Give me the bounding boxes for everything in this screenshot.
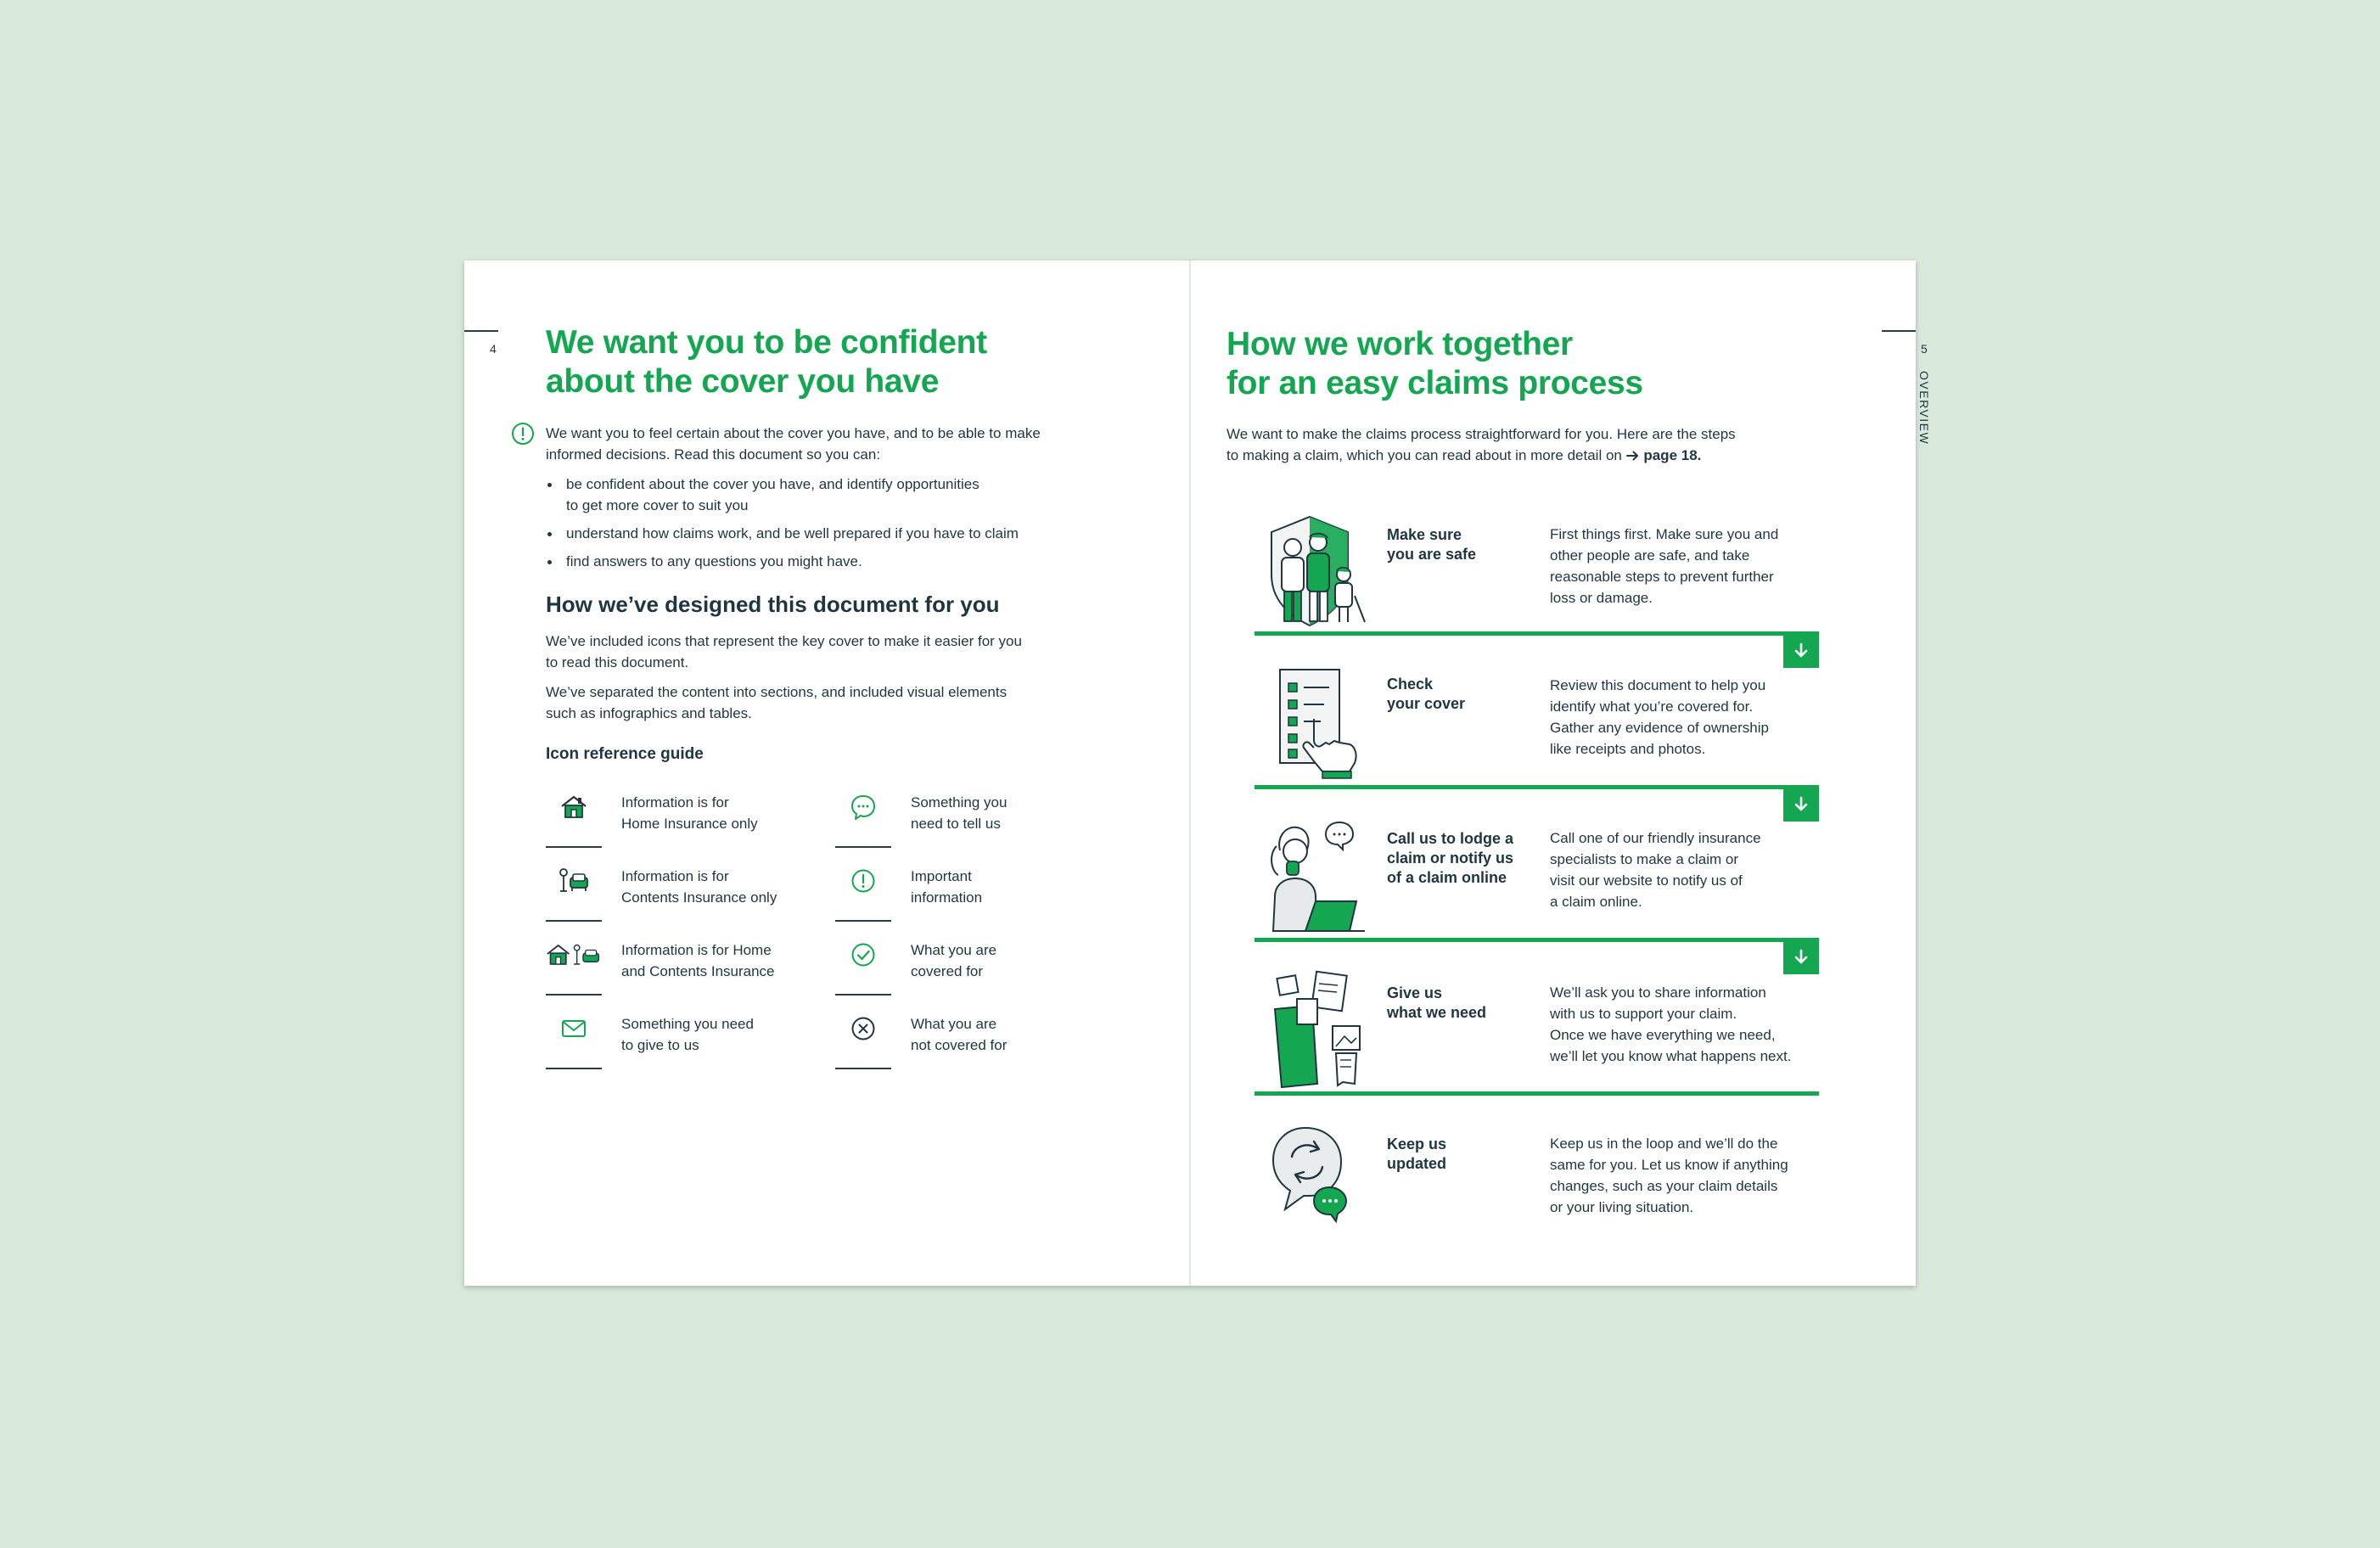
cross-circle-icon [835,1012,891,1046]
document-spread [464,261,1931,1286]
checklist-illustration [1255,659,1382,787]
guide-divider [546,994,602,996]
documents-illustration [1255,965,1382,1092]
house-icon [546,790,602,824]
phone-call-illustration [1255,812,1382,939]
house-and-contents-icon [546,938,602,972]
refresh-chat-illustration [1255,1118,1382,1245]
left-page [464,261,1189,1286]
guide-divider [835,1068,891,1069]
page-number-rule [464,330,498,332]
design-heading: How we’ve designed this document for you [546,592,1000,617]
icon-guide-heading: Icon reference guide [546,745,704,763]
intro-bullet-list [546,474,1089,579]
family-shield-illustration [1255,507,1382,634]
step-divider [1255,631,1819,636]
claim-step-1: Make sure you are safe First things first. Make sure you and other people are safe, and take reasonable steps to prevent further loss or damage. [1255,507,1819,642]
contents-icon [546,864,602,898]
page-title: How we work together for an easy claims process [1226,326,1643,401]
claim-step-2: Check your cover Review this document to help you identify what you’re covered for. Gather any evidence of ownership like receipts and photos. [1255,659,1819,795]
guide-divider [835,920,891,922]
check-circle-icon [835,938,891,972]
claim-step-4: Give us what we need We’ll ask you to share information with us to support your claim. Once we have everything we need, we’ll let you know what happens next. [1255,965,1819,1101]
section-side-label: OVERVIEW [1917,371,1931,446]
envelope-icon [546,1012,602,1046]
step-divider [1255,1091,1819,1096]
step-divider [1255,785,1819,789]
list-item: find answers to any questions you might have. [546,551,1089,572]
page-reference-link[interactable]: page 18. [1643,447,1702,463]
guide-divider [835,994,891,996]
guide-divider [835,846,891,848]
guide-item-important: Important information [835,859,1107,932]
intro-paragraph: We want to make the claims process straightforward for you. Here are the steps to making a claim, which you can read about in more detail on page 18. [1226,426,1736,463]
page-number: 5 [1921,342,1928,356]
speech-bubble-icon [835,790,891,824]
claim-step-3: Call us to lodge a claim or notify us of a claim online Call one of our friendly insurance specialists to make a claim or visit our website to notify us of a claim online. [1255,812,1819,948]
page-number-rule [1882,330,1916,332]
design-paragraph-1: We’ve included icons that represent the key cover to make it easier for you to read this document. [546,633,1022,670]
guide-item-home: Information is for Home Insurance only [546,785,817,858]
page-title: We want you to be confident about the cover you have [546,324,987,400]
right-page [1191,261,1931,1286]
guide-item-home-and-contents: Information is for Home and Contents Insurance [546,933,817,1006]
guide-item-give-to-us: Something you need to give to us [546,1007,817,1080]
guide-divider [546,846,602,848]
guide-item-not-covered: What you are not covered for [835,1007,1107,1080]
page-number: 4 [490,342,497,356]
guide-item-contents: Information is for Contents Insurance only [546,859,817,932]
guide-divider [546,920,602,922]
arrow-right-icon [1626,447,1644,463]
design-paragraph-2: We’ve separated the content into sections, and included visual elements such as infographics and tables. [546,684,1008,721]
claim-step-5: Keep us updated Keep us in the loop and we’ll do the same for you. Let us know if anything changes, such as your claim details or your living situation. [1255,1118,1819,1254]
important-info-icon [511,422,535,446]
guide-item-tell-us: Something you need to tell us [835,785,1107,858]
list-item: understand how claims work, and be well prepared if you have to claim [546,523,1089,544]
guide-item-covered: What you are covered for [835,933,1107,1006]
intro-paragraph: We want you to feel certain about the cover you have, and to be able to make informed decisions. Read this document so you can: [546,425,1041,463]
step-divider [1255,938,1819,942]
guide-divider [546,1068,602,1069]
exclamation-circle-icon [835,864,891,898]
list-item: be confident about the cover you have, and identify opportunities to get more cover to suit you [546,474,1089,516]
